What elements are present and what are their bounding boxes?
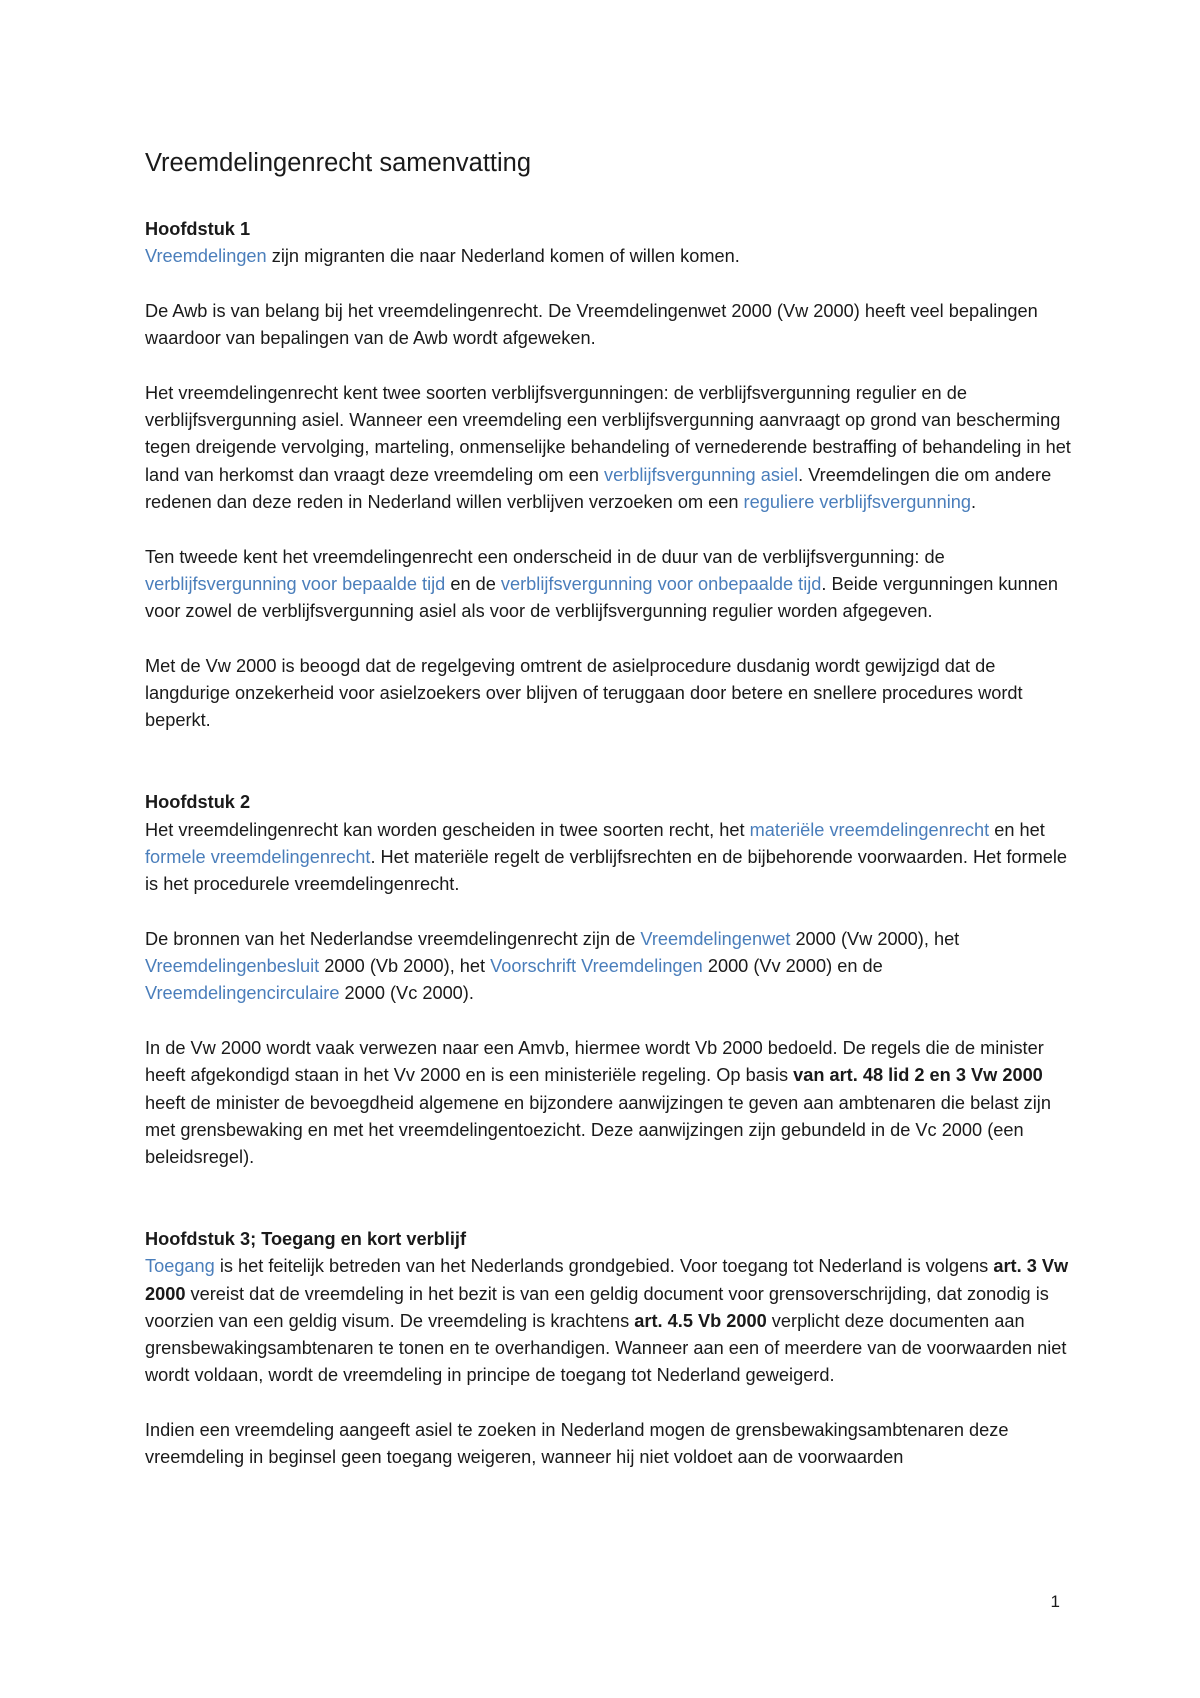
- page-number: 1: [1050, 1592, 1060, 1611]
- article-reference: art. 3 Vw 2000: [145, 1256, 1069, 1304]
- term-formele-vreemdelingenrecht: formele vreemdelingenrecht: [145, 846, 371, 867]
- chapter-2-paragraph-3: [145, 1035, 1080, 1171]
- term-verblijfsvergunning-asiel: verblijfsvergunning asiel: [604, 464, 799, 485]
- article-reference: van art. 48 lid 2 en 3 Vw 2000: [793, 1065, 1043, 1086]
- term-vreemdelingenwet: Vreemdelingenwet: [640, 928, 791, 949]
- text-span: Ten tweede kent het vreemdelingenrecht een onderscheid in de duur van de verblijfsvergunning: de: [145, 546, 945, 567]
- text-span: Het vreemdelingenrecht kan worden gescheiden in twee soorten recht, het: [145, 819, 750, 840]
- term-materiele-vreemdelingenrecht: materiële vreemdelingenrecht: [749, 819, 990, 840]
- term-vreemdelingenbesluit: Vreemdelingenbesluit: [145, 956, 320, 977]
- term-vreemdelingen: Vreemdelingen: [145, 246, 267, 267]
- chapter-2-heading: Hoofdstuk 2: [145, 792, 251, 813]
- text-span: 2000 (Vb 2000), het: [319, 956, 491, 977]
- section-gap: [145, 762, 1080, 789]
- term-onbepaalde-tijd: verblijfsvergunning voor onbepaalde tijd: [500, 573, 822, 594]
- section-gap: [145, 1199, 1080, 1226]
- chapter-1-paragraph-4: [145, 544, 1080, 626]
- term-voorschrift-vreemdelingen: Voorschrift Vreemdelingen: [490, 956, 703, 977]
- text-span: De bronnen van het Nederlandse vreemdelingenrecht zijn de: [145, 928, 641, 949]
- chapter-1-heading: Hoofdstuk 1: [145, 219, 251, 239]
- text-span: heeft de minister de bevoegdheid algemene en bijzondere aanwijzingen te geven aan ambtenaren die belast zijn met grensbewaking en met het vreemdelingentoezicht. Deze aanwijzingen zijn gebundeld in de Vc 2000 (een beleidsregel).: [145, 1092, 1051, 1168]
- text-span: zijn migranten die naar Nederland komen of willen komen.: [266, 246, 740, 267]
- term-bepaalde-tijd: verblijfsvergunning voor bepaalde tijd: [145, 573, 446, 594]
- article-reference: art. 4.5 Vb 2000: [634, 1310, 767, 1331]
- chapter-2-paragraph-2: [145, 926, 1080, 1008]
- text-span: 2000 (Vc 2000).: [339, 983, 474, 1004]
- text-span: verplicht deze documenten aan grensbewakingsambtenaren te tonen en te overhandigen. Wanneer aan een of meerdere van de voorwaarden niet wordt voldaan, wordt de vreemdeling in principe de toegang tot Nederland geweigerd.: [145, 1310, 1067, 1386]
- term-reguliere-verblijfsvergunning: reguliere verblijfsvergunning: [743, 491, 972, 512]
- term-toegang: Toegang: [145, 1256, 215, 1277]
- text-span: .: [971, 491, 977, 512]
- text-span: Het vreemdelingenrecht kent twee soorten verblijfsvergunningen: de verblijfsvergunning regulier en de verblijfsvergunning asiel. Wanneer een vreemdeling een verblijfsvergunning aanvraagt op grond van bescherming tegen dreigende vervolging, marteling, onmenselijke behandeling of vernederende bestraffing of behandeling in het land van herkomst dan vraagt deze vreemdeling om een: [145, 382, 1071, 485]
- chapter-2-paragraph-1: [145, 817, 1080, 899]
- text-span: 2000 (Vw 2000), het: [790, 928, 960, 949]
- chapter-1-paragraph-3: [145, 380, 1080, 516]
- chapter-3-paragraph-1: [145, 1253, 1080, 1389]
- chapter-3-paragraph-2: Indien een vreemdeling aangeeft asiel te zoeken in Nederland mogen de grensbewakingsambtenaren deze vreemdeling in beginsel geen toegang weigeren, wanneer hij niet voldoet aan de voorwaarden: [145, 1420, 1009, 1468]
- chapter-1-paragraph-1: [145, 243, 1080, 270]
- text-span: . Het materiële regelt de verblijfsrechten en de bijbehorende voorwaarden. Het formele is het procedurele vreemdelingenrecht.: [145, 846, 1067, 895]
- term-vreemdelingencirculaire: Vreemdelingencirculaire: [145, 983, 340, 1004]
- chapter-1-paragraph-5: Met de Vw 2000 is beoogd dat de regelgeving omtrent de asielprocedure dusdanig wordt gewijzigd dat de langdurige onzekerheid voor asielzoekers over blijven of teruggaan door betere en snellere procedures wordt beperkt.: [145, 655, 1023, 731]
- chapter-1-paragraph-2: De Awb is van belang bij het vreemdelingenrecht. De Vreemdelingenwet 2000 (Vw 2000) heeft veel bepalingen waardoor van bepalingen van de Awb wordt afgeweken.: [145, 300, 1038, 349]
- text-span: . Vreemdelingen die om andere redenen dan deze reden in Nederland willen verblijven verzoeken om een: [145, 464, 1052, 512]
- text-span: en het: [989, 819, 1045, 840]
- document-title: Vreemdelingenrecht samenvatting: [145, 149, 532, 177]
- text-span: . Beide vergunningen kunnen voor zowel de verblijfsvergunning asiel als voor de verblijfsvergunning regulier worden afgegeven.: [145, 573, 1059, 622]
- text-span: en de: [445, 573, 501, 594]
- chapter-3-heading: Hoofdstuk 3; Toegang en kort verblijf: [145, 1228, 466, 1249]
- text-span: 2000 (Vv 2000) en de: [702, 956, 883, 977]
- text-span: In de Vw 2000 wordt vaak verwezen naar een Amvb, hiermee wordt Vb 2000 bedoeld. De regels die de minister heeft afgekondigd staan in het Vv 2000 en is een ministeriële regeling. Op basis: [145, 1037, 1044, 1086]
- text-span: vereist dat de vreemdeling in het bezit is van een geldig document voor grensoverschrijding, dat zonodig is voorzien van een geldig visum. De vreemdeling is krachtens: [145, 1283, 1049, 1331]
- text-span: is het feitelijk betreden van het Nederlands grondgebied. Voor toegang tot Nederland is volgens: [214, 1256, 994, 1277]
